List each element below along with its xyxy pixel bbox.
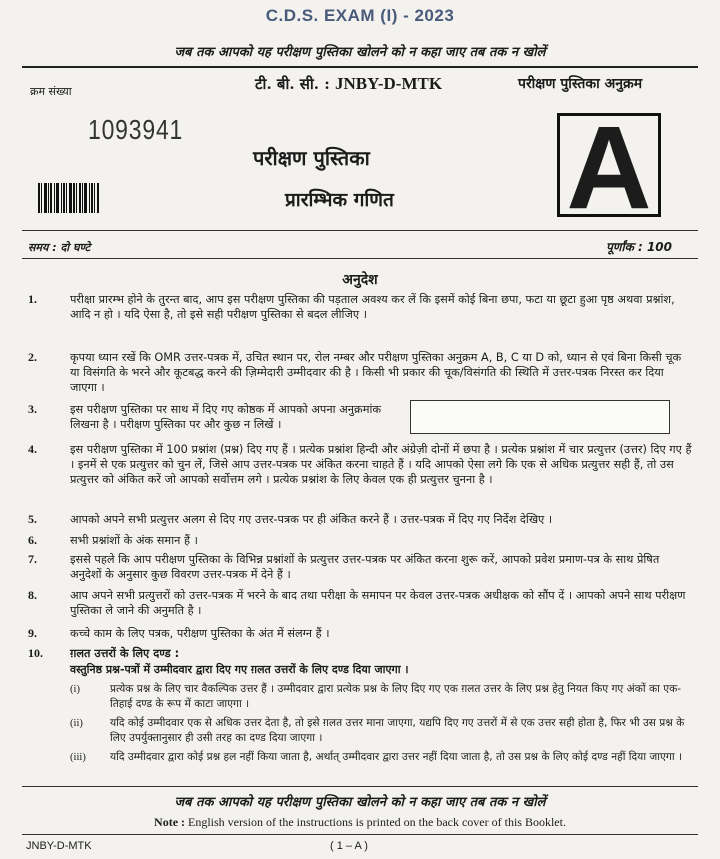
- time-allowed: समय : दो घण्टे: [28, 241, 91, 254]
- roll-number-box[interactable]: [410, 400, 670, 434]
- series-letter: A: [566, 102, 652, 234]
- english-note: [0, 815, 720, 830]
- penalty-item: [28, 750, 692, 782]
- note-label: Note :: [154, 815, 186, 829]
- serial-label: क्रम संख्या: [30, 85, 72, 98]
- booklet-title: परीक्षण पुस्तिका: [253, 146, 370, 170]
- exam-title: C.D.S. EXAM (I) - 2023: [265, 6, 455, 25]
- penalty-text: यदि उम्मीदवार द्वारा कोई प्रश्न हल नहीं किया जाता है, अर्थात् उम्मीदवार द्वारा उत्तर नहीं दिया जाता है, तो उस प्रश्न के लिए कोई दण्ड नहीं दिया जाएगा ।: [110, 751, 682, 763]
- item-text: इस परीक्षण पुस्तिका में 100 प्रश्नांश (प्रश्न) दिए गए हैं । प्रत्येक प्रश्नांश हिन्दी और अंग्रेज़ी दोनों में छपा है । प्रत्येक प्रश्नांश में चार प्रत्युत्तर (उत्तर) दिए गए हैं । इनमें से एक प्रत्युत्तर को चुन लें, जिसे आप उत्तर-पत्रक पर अंकित करना चाहते हैं । यदि आपको ऐसा लगे कि एक से अधिक प्रत्युत्तर सही हैं, तो उस प्रत्युत्तर को अंकित करें जो आपको सर्वोत्तम लगे । प्रत्येक प्रश्नांश के लिए केवल एक ही प्रत्युत्तर चुनना है ।: [70, 443, 692, 486]
- instruction-item: [28, 552, 692, 584]
- item-number: 5.: [28, 512, 37, 526]
- instruction-item: [28, 588, 692, 620]
- serial-number: 1093941: [88, 114, 184, 145]
- page-number: ( 1 – A ): [330, 840, 368, 852]
- item-text: आप अपने सभी प्रत्युत्तरों को उत्तर-पत्रक में भरने के बाद तथा परीक्षा के समापन पर केवल उत्तर-पत्रक अधीक्षक को सौंप दें । आपको अपने साथ परीक्षण पुस्तिका ले जाने की अनुमति है ।: [70, 589, 686, 617]
- bottom-warning: जब तक आपको यह परीक्षण पुस्तिका खोलने को न कहा जाए तब तक न खोलें: [174, 795, 546, 810]
- item-number: 9.: [28, 626, 37, 640]
- divider: [22, 834, 698, 835]
- item-number: 10.: [28, 646, 43, 660]
- series-letter-box: [557, 102, 661, 234]
- penalty-number: (i): [70, 684, 80, 695]
- penalty-text: यदि कोई उम्मीदवार एक से अधिक उत्तर देता है, तो इसे ग़लत उत्तर माना जाएगा, यद्यपि दिए गए उत्तरों में से एक उत्तर सही होता है, फिर भी उस प्रश्न के लिए उपर्युक्तानुसार ही उसी तरह का दण्ड दिया जाएगा ।: [110, 717, 685, 744]
- code-value: JNBY-D-MTK: [335, 74, 443, 93]
- note-text: English version of the instructions is printed on the back cover of this Booklet.: [188, 815, 566, 829]
- item-number: 1.: [28, 292, 37, 306]
- item-number: 4.: [28, 442, 37, 456]
- instruction-item: [28, 646, 692, 662]
- instruction-item: [28, 350, 692, 396]
- item-text: आपको अपने सभी प्रत्युत्तर अलग से दिए गए उत्तर-पत्रक पर ही अंकित करने हैं । उत्तर-पत्रक में दिए गए निर्देश देखिए ।: [70, 513, 553, 526]
- instruction-item: [28, 442, 692, 504]
- total-marks: पूर्णांक : 100: [605, 240, 672, 254]
- divider: [22, 258, 698, 259]
- instruction-item: [28, 533, 692, 549]
- item-number: 2.: [28, 350, 37, 364]
- item-number: 7.: [28, 552, 37, 566]
- item-text: कृपया ध्यान रखें कि OMR उत्तर-पत्रक में, उचित स्थान पर, रोल नम्बर और परीक्षण पुस्तिका अनुक्रम A, B, C या D को, ध्यान से एवं बिना किसी चूक या विसंगति के भरने और कूटबद्ध करने की ज़िम्मेदारी उम्मीदवार की है । किसी भी प्रकार की चूक/विसंगति की स्थिति में उत्तर-पत्रक निरस्त कर दिया जाएगा ।: [70, 351, 682, 394]
- penalty-intro: [28, 662, 692, 678]
- item-text: ग़लत उत्तरों के लिए दण्ड :: [70, 647, 180, 660]
- barcode-image: [38, 183, 104, 213]
- item-text: सभी प्रश्नांशों के अंक समान हैं ।: [70, 534, 198, 547]
- instruction-item: [28, 626, 692, 642]
- item-number: 8.: [28, 588, 37, 602]
- penalty-number: (ii): [70, 718, 83, 729]
- item-number: 3.: [28, 402, 37, 416]
- item-text: इससे पहले कि आप परीक्षण पुस्तिका के विभिन्न प्रश्नांशों के प्रत्युत्तर उत्तर-पत्रक पर अंकित करना शुरू करें, आपको प्रवेश प्रमाण-पत्र के साथ प्रेषित अनुदेशों के अनुसार कुछ विवरण उत्तर-पत्रक में देने हैं ।: [70, 553, 660, 581]
- booklet-code: [255, 74, 442, 94]
- penalty-item: [28, 716, 692, 748]
- item-text: परीक्षा प्रारम्भ होने के तुरन्त बाद, आप इस परीक्षण पुस्तिका की पड़ताल अवश्य कर लें कि इसमें कोई बिना छपा, फटा या छूटा हुआ पृष्ठ अथवा प्रश्नांश, आदि न हो । यदि ऐसा है, तो इसे सही परीक्षण पुस्तिका से बदल लीजिए ।: [70, 293, 675, 321]
- subject-title: प्रारम्भिक गणित: [285, 189, 394, 211]
- code-hindi-label: टी. बी. सी. :: [255, 75, 330, 93]
- instruction-item: [28, 292, 692, 338]
- divider: [22, 66, 698, 68]
- penalty-text: प्रत्येक प्रश्न के लिए चार वैकल्पिक उत्तर हैं । उम्मीदवार द्वारा प्रत्येक प्रश्न के लिए दिए गए एक ग़लत उत्तर के लिए प्रश्न हेतु नियत किए गए अंकों का एक-तिहाई दण्ड के रूप में काटा जाएगा ।: [110, 683, 682, 710]
- instructions-heading: अनुदेश: [342, 272, 378, 288]
- item-text: इस परीक्षण पुस्तिका पर साथ में दिए गए कोष्ठक में आपको अपना अनुक्रमांक लिखना है । परीक्षण पुस्तिका पर और कुछ न लिखें ।: [70, 403, 382, 431]
- instruction-item: [28, 512, 692, 528]
- item-text: कच्चे काम के लिए पत्रक, परीक्षण पुस्तिका के अंत में संलग्न हैं ।: [70, 627, 330, 640]
- top-warning: जब तक आपको यह परीक्षण पुस्तिका खोलने को न कहा जाए तब तक न खोलें: [174, 45, 546, 60]
- footer-code: JNBY-D-MTK: [26, 840, 92, 852]
- item-number: 6.: [28, 533, 37, 547]
- series-label: परीक्षण पुस्तिका अनुक्रम: [518, 76, 643, 92]
- penalty-intro-text: वस्तुनिष्ठ प्रश्न-पत्रों में उम्मीदवार द्वारा दिए गए ग़लत उत्तरों के लिए दण्ड दिया जाएगा ।: [70, 663, 409, 676]
- divider: [22, 230, 698, 231]
- penalty-item: [28, 682, 692, 714]
- penalty-number: (iii): [70, 752, 86, 763]
- divider: [22, 786, 698, 787]
